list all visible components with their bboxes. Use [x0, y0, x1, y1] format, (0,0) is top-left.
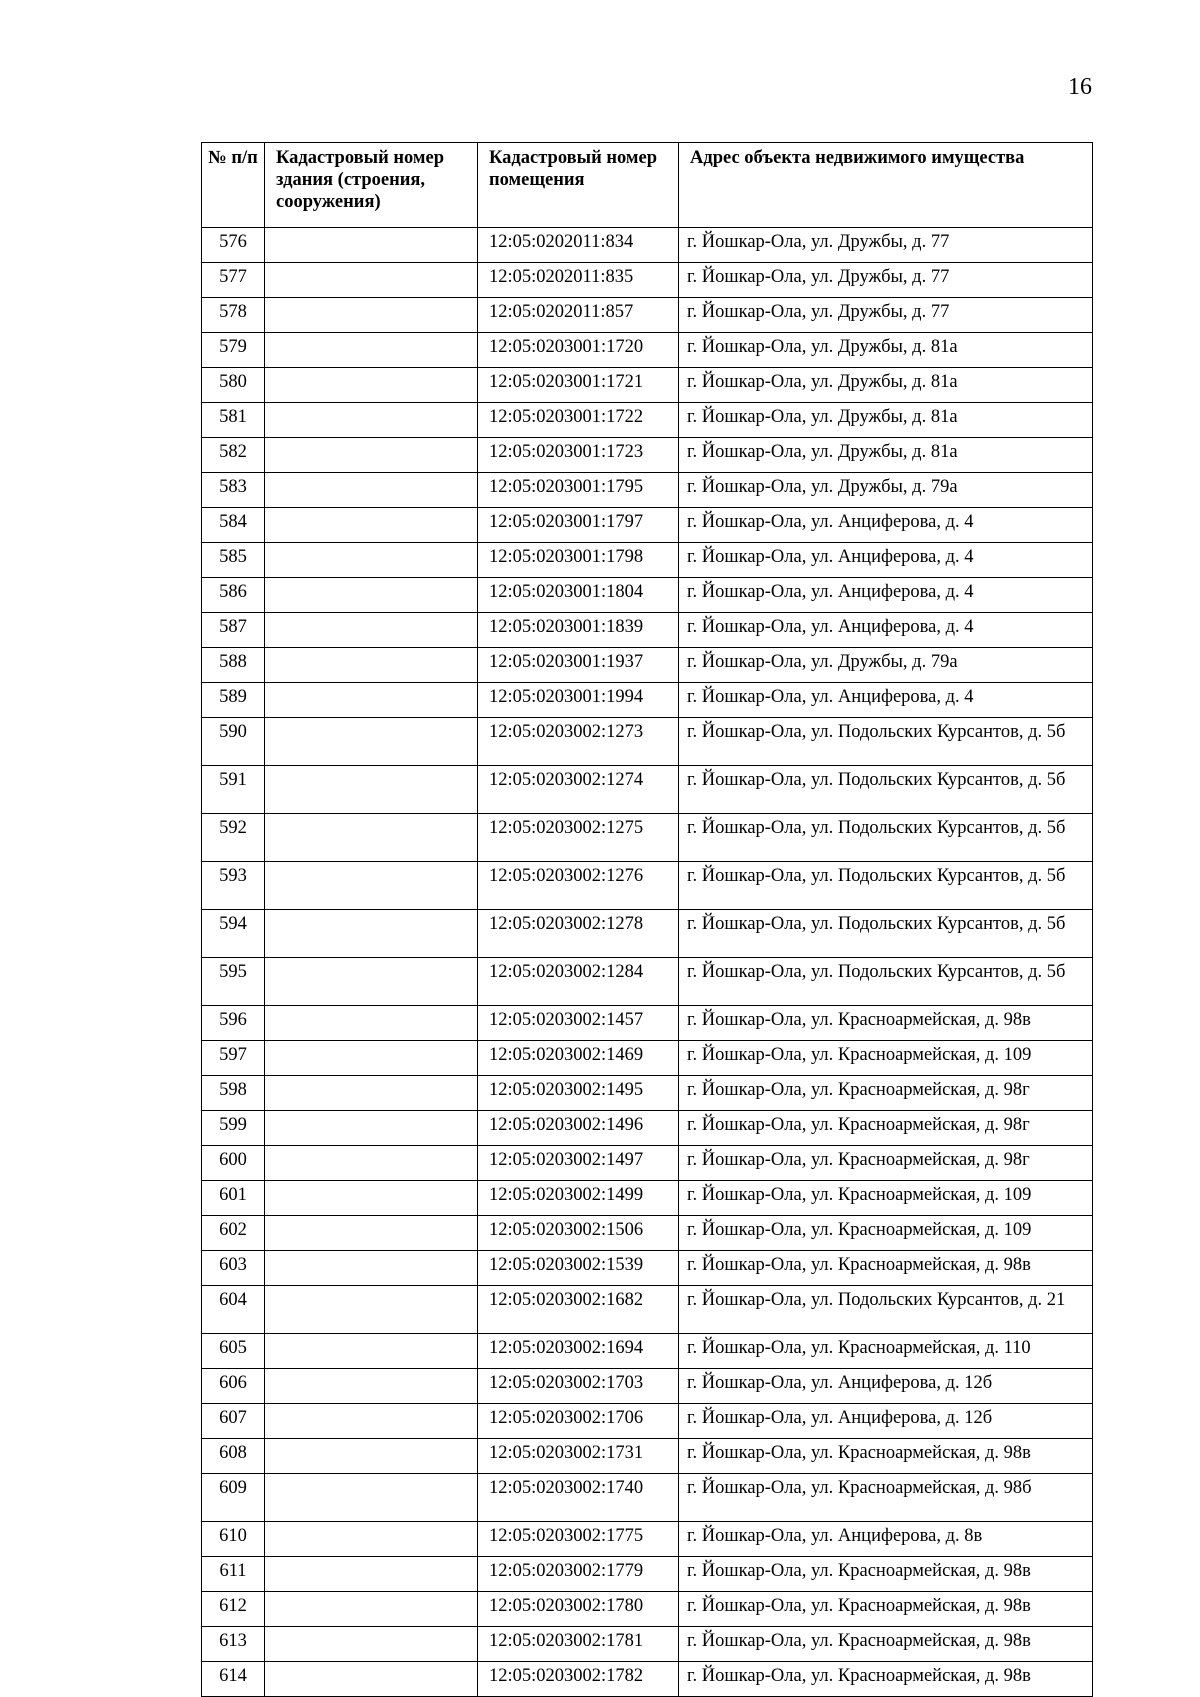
address-cell: г. Йошкар-Ола, ул. Красноармейская, д. 98в [679, 1557, 1093, 1592]
table-row [202, 333, 1093, 368]
building-cadastral-cell [265, 438, 478, 473]
building-cadastral-cell [265, 910, 478, 958]
building-cadastral-cell [265, 1286, 478, 1334]
building-cadastral-cell [265, 1146, 478, 1181]
table-row [202, 814, 1093, 862]
room-cadastral-cell: 12:05:0203002:1539 [478, 1251, 679, 1286]
building-cadastral-cell [265, 508, 478, 543]
room-cadastral-cell: 12:05:0203002:1780 [478, 1592, 679, 1627]
table-row [202, 718, 1093, 766]
building-cadastral-cell [265, 1557, 478, 1592]
room-cadastral-cell: 12:05:0203002:1497 [478, 1146, 679, 1181]
room-cadastral-cell: 12:05:0203002:1781 [478, 1627, 679, 1662]
table-row [202, 1627, 1093, 1662]
room-cadastral-cell: 12:05:0203001:1798 [478, 543, 679, 578]
building-cadastral-cell [265, 613, 478, 648]
address-cell: г. Йошкар-Ола, ул. Анциферова, д. 4 [679, 613, 1093, 648]
building-cadastral-cell [265, 1474, 478, 1522]
address-cell: г. Йошкар-Ола, ул. Красноармейская, д. 109 [679, 1041, 1093, 1076]
room-cadastral-cell: 12:05:0203002:1276 [478, 862, 679, 910]
table-row [202, 368, 1093, 403]
address-cell: г. Йошкар-Ола, ул. Анциферова, д. 4 [679, 683, 1093, 718]
row-number-cell: 587 [202, 613, 265, 648]
building-cadastral-cell [265, 473, 478, 508]
header-address: Адрес объекта недвижимого имущества [679, 143, 1093, 228]
address-cell: г. Йошкар-Ола, ул. Анциферова, д. 12б [679, 1369, 1093, 1404]
table-row [202, 1522, 1093, 1557]
room-cadastral-cell: 12:05:0203002:1275 [478, 814, 679, 862]
room-cadastral-cell: 12:05:0203002:1779 [478, 1557, 679, 1592]
building-cadastral-cell [265, 766, 478, 814]
table-row [202, 862, 1093, 910]
row-number-cell: 585 [202, 543, 265, 578]
header-room-cadastral: Кадастровый номер помещения [478, 143, 679, 228]
room-cadastral-cell: 12:05:0203002:1499 [478, 1181, 679, 1216]
table-row [202, 1146, 1093, 1181]
row-number-cell: 582 [202, 438, 265, 473]
row-number-cell: 610 [202, 1522, 265, 1557]
table-row [202, 1216, 1093, 1251]
address-cell: г. Йошкар-Ола, ул. Дружбы, д. 77 [679, 228, 1093, 263]
row-number-cell: 581 [202, 403, 265, 438]
room-cadastral-cell: 12:05:0203001:1720 [478, 333, 679, 368]
table-row [202, 578, 1093, 613]
building-cadastral-cell [265, 368, 478, 403]
building-cadastral-cell [265, 1111, 478, 1146]
table-row [202, 613, 1093, 648]
row-number-cell: 608 [202, 1439, 265, 1474]
room-cadastral-cell: 12:05:0203002:1740 [478, 1474, 679, 1522]
room-cadastral-cell: 12:05:0203002:1284 [478, 958, 679, 1006]
table-row [202, 958, 1093, 1006]
row-number-cell: 583 [202, 473, 265, 508]
table-row [202, 648, 1093, 683]
row-number-cell: 599 [202, 1111, 265, 1146]
room-cadastral-cell: 12:05:0203002:1469 [478, 1041, 679, 1076]
address-cell: г. Йошкар-Ола, ул. Красноармейская, д. 98в [679, 1592, 1093, 1627]
table-row [202, 1251, 1093, 1286]
room-cadastral-cell: 12:05:0203002:1506 [478, 1216, 679, 1251]
address-cell: г. Йошкар-Ола, ул. Красноармейская, д. 98в [679, 1439, 1093, 1474]
address-cell: г. Йошкар-Ола, ул. Подольских Курсантов, д. 5б [679, 958, 1093, 1006]
building-cadastral-cell [265, 333, 478, 368]
row-number-cell: 603 [202, 1251, 265, 1286]
address-cell: г. Йошкар-Ола, ул. Красноармейская, д. 98в [679, 1006, 1093, 1041]
room-cadastral-cell: 12:05:0203002:1775 [478, 1522, 679, 1557]
building-cadastral-cell [265, 1006, 478, 1041]
row-number-cell: 584 [202, 508, 265, 543]
address-cell: г. Йошкар-Ола, ул. Подольских Курсантов, д. 5б [679, 814, 1093, 862]
table-row [202, 1404, 1093, 1439]
header-no: № п/п [202, 143, 265, 228]
room-cadastral-cell: 12:05:0203001:1937 [478, 648, 679, 683]
building-cadastral-cell [265, 1181, 478, 1216]
table-row [202, 298, 1093, 333]
table-row [202, 766, 1093, 814]
building-cadastral-cell [265, 958, 478, 1006]
building-cadastral-cell [265, 1216, 478, 1251]
address-cell: г. Йошкар-Ола, ул. Красноармейская, д. 110 [679, 1334, 1093, 1369]
building-cadastral-cell [265, 1522, 478, 1557]
row-number-cell: 607 [202, 1404, 265, 1439]
row-number-cell: 578 [202, 298, 265, 333]
building-cadastral-cell [265, 578, 478, 613]
room-cadastral-cell: 12:05:0203001:1994 [478, 683, 679, 718]
row-number-cell: 591 [202, 766, 265, 814]
room-cadastral-cell: 12:05:0202011:835 [478, 263, 679, 298]
building-cadastral-cell [265, 648, 478, 683]
room-cadastral-cell: 12:05:0203001:1723 [478, 438, 679, 473]
row-number-cell: 596 [202, 1006, 265, 1041]
room-cadastral-cell: 12:05:0203002:1457 [478, 1006, 679, 1041]
room-cadastral-cell: 12:05:0203002:1782 [478, 1662, 679, 1697]
table-row [202, 910, 1093, 958]
building-cadastral-cell [265, 718, 478, 766]
row-number-cell: 606 [202, 1369, 265, 1404]
row-number-cell: 579 [202, 333, 265, 368]
table-row [202, 438, 1093, 473]
building-cadastral-cell [265, 1076, 478, 1111]
address-cell: г. Йошкар-Ола, ул. Подольских Курсантов, д. 5б [679, 766, 1093, 814]
address-cell: г. Йошкар-Ола, ул. Дружбы, д. 81а [679, 333, 1093, 368]
address-cell: г. Йошкар-Ола, ул. Дружбы, д. 81а [679, 403, 1093, 438]
address-cell: г. Йошкар-Ола, ул. Красноармейская, д. 98г [679, 1076, 1093, 1111]
building-cadastral-cell [265, 862, 478, 910]
row-number-cell: 600 [202, 1146, 265, 1181]
building-cadastral-cell [265, 1251, 478, 1286]
address-cell: г. Йошкар-Ола, ул. Дружбы, д. 79а [679, 473, 1093, 508]
header-building-cadastral: Кадастровый номер здания (строения, сооружения) [265, 143, 478, 228]
row-number-cell: 604 [202, 1286, 265, 1334]
room-cadastral-cell: 12:05:0203002:1495 [478, 1076, 679, 1111]
table-row [202, 1334, 1093, 1369]
address-cell: г. Йошкар-Ола, ул. Красноармейская, д. 98в [679, 1662, 1093, 1697]
table-row [202, 1369, 1093, 1404]
room-cadastral-cell: 12:05:0202011:834 [478, 228, 679, 263]
row-number-cell: 611 [202, 1557, 265, 1592]
address-cell: г. Йошкар-Ола, ул. Подольских Курсантов, д. 5б [679, 910, 1093, 958]
row-number-cell: 590 [202, 718, 265, 766]
row-number-cell: 593 [202, 862, 265, 910]
room-cadastral-cell: 12:05:0203002:1496 [478, 1111, 679, 1146]
row-number-cell: 597 [202, 1041, 265, 1076]
address-cell: г. Йошкар-Ола, ул. Красноармейская, д. 98г [679, 1146, 1093, 1181]
row-number-cell: 598 [202, 1076, 265, 1111]
table-row [202, 508, 1093, 543]
table-row [202, 543, 1093, 578]
row-number-cell: 612 [202, 1592, 265, 1627]
address-cell: г. Йошкар-Ола, ул. Анциферова, д. 4 [679, 578, 1093, 613]
address-cell: г. Йошкар-Ола, ул. Красноармейская, д. 98б [679, 1474, 1093, 1522]
table-row [202, 1557, 1093, 1592]
table-row [202, 1111, 1093, 1146]
room-cadastral-cell: 12:05:0203002:1731 [478, 1439, 679, 1474]
room-cadastral-cell: 12:05:0202011:857 [478, 298, 679, 333]
room-cadastral-cell: 12:05:0203001:1804 [478, 578, 679, 613]
building-cadastral-cell [265, 1439, 478, 1474]
table-body [202, 228, 1093, 1697]
room-cadastral-cell: 12:05:0203001:1839 [478, 613, 679, 648]
address-cell: г. Йошкар-Ола, ул. Дружбы, д. 77 [679, 298, 1093, 333]
table-row [202, 1286, 1093, 1334]
table-row [202, 403, 1093, 438]
address-cell: г. Йошкар-Ола, ул. Анциферова, д. 4 [679, 508, 1093, 543]
address-cell: г. Йошкар-Ола, ул. Красноармейская, д. 109 [679, 1181, 1093, 1216]
row-number-cell: 580 [202, 368, 265, 403]
row-number-cell: 576 [202, 228, 265, 263]
address-cell: г. Йошкар-Ола, ул. Красноармейская, д. 98г [679, 1111, 1093, 1146]
table-row [202, 263, 1093, 298]
table-row [202, 473, 1093, 508]
building-cadastral-cell [265, 1592, 478, 1627]
address-cell: г. Йошкар-Ола, ул. Анциферова, д. 8в [679, 1522, 1093, 1557]
row-number-cell: 592 [202, 814, 265, 862]
address-cell: г. Йошкар-Ола, ул. Дружбы, д. 81а [679, 438, 1093, 473]
row-number-cell: 595 [202, 958, 265, 1006]
room-cadastral-cell: 12:05:0203001:1797 [478, 508, 679, 543]
table-row [202, 683, 1093, 718]
building-cadastral-cell [265, 1627, 478, 1662]
address-cell: г. Йошкар-Ола, ул. Дружбы, д. 77 [679, 263, 1093, 298]
table-row [202, 1041, 1093, 1076]
table-row [202, 1439, 1093, 1474]
row-number-cell: 602 [202, 1216, 265, 1251]
building-cadastral-cell [265, 298, 478, 333]
row-number-cell: 594 [202, 910, 265, 958]
building-cadastral-cell [265, 1404, 478, 1439]
room-cadastral-cell: 12:05:0203002:1278 [478, 910, 679, 958]
building-cadastral-cell [265, 263, 478, 298]
building-cadastral-cell [265, 228, 478, 263]
row-number-cell: 589 [202, 683, 265, 718]
building-cadastral-cell [265, 683, 478, 718]
address-cell: г. Йошкар-Ола, ул. Красноармейская, д. 98в [679, 1627, 1093, 1662]
building-cadastral-cell [265, 403, 478, 438]
row-number-cell: 609 [202, 1474, 265, 1522]
building-cadastral-cell [265, 543, 478, 578]
building-cadastral-cell [265, 1369, 478, 1404]
address-cell: г. Йошкар-Ола, ул. Подольских Курсантов, д. 21 [679, 1286, 1093, 1334]
table-row [202, 1592, 1093, 1627]
room-cadastral-cell: 12:05:0203001:1795 [478, 473, 679, 508]
table-header-row [202, 143, 1093, 228]
row-number-cell: 605 [202, 1334, 265, 1369]
building-cadastral-cell [265, 814, 478, 862]
address-cell: г. Йошкар-Ола, ул. Дружбы, д. 79а [679, 648, 1093, 683]
address-cell: г. Йошкар-Ола, ул. Красноармейская, д. 98в [679, 1251, 1093, 1286]
room-cadastral-cell: 12:05:0203002:1274 [478, 766, 679, 814]
room-cadastral-cell: 12:05:0203002:1273 [478, 718, 679, 766]
row-number-cell: 588 [202, 648, 265, 683]
room-cadastral-cell: 12:05:0203002:1694 [478, 1334, 679, 1369]
address-cell: г. Йошкар-Ола, ул. Анциферова, д. 12б [679, 1404, 1093, 1439]
building-cadastral-cell [265, 1334, 478, 1369]
address-cell: г. Йошкар-Ола, ул. Красноармейская, д. 109 [679, 1216, 1093, 1251]
address-cell: г. Йошкар-Ола, ул. Анциферова, д. 4 [679, 543, 1093, 578]
building-cadastral-cell [265, 1041, 478, 1076]
row-number-cell: 586 [202, 578, 265, 613]
table-row [202, 1474, 1093, 1522]
building-cadastral-cell [265, 1662, 478, 1697]
row-number-cell: 614 [202, 1662, 265, 1697]
page-number: 16 [1068, 74, 1092, 100]
table-row [202, 228, 1093, 263]
room-cadastral-cell: 12:05:0203001:1721 [478, 368, 679, 403]
row-number-cell: 577 [202, 263, 265, 298]
room-cadastral-cell: 12:05:0203002:1682 [478, 1286, 679, 1334]
room-cadastral-cell: 12:05:0203002:1706 [478, 1404, 679, 1439]
room-cadastral-cell: 12:05:0203002:1703 [478, 1369, 679, 1404]
property-table [201, 142, 1093, 1697]
table-row [202, 1006, 1093, 1041]
room-cadastral-cell: 12:05:0203001:1722 [478, 403, 679, 438]
address-cell: г. Йошкар-Ола, ул. Подольских Курсантов, д. 5б [679, 862, 1093, 910]
row-number-cell: 613 [202, 1627, 265, 1662]
address-cell: г. Йошкар-Ола, ул. Подольских Курсантов, д. 5б [679, 718, 1093, 766]
row-number-cell: 601 [202, 1181, 265, 1216]
table-row [202, 1076, 1093, 1111]
table-row [202, 1181, 1093, 1216]
address-cell: г. Йошкар-Ола, ул. Дружбы, д. 81а [679, 368, 1093, 403]
table-row [202, 1662, 1093, 1697]
